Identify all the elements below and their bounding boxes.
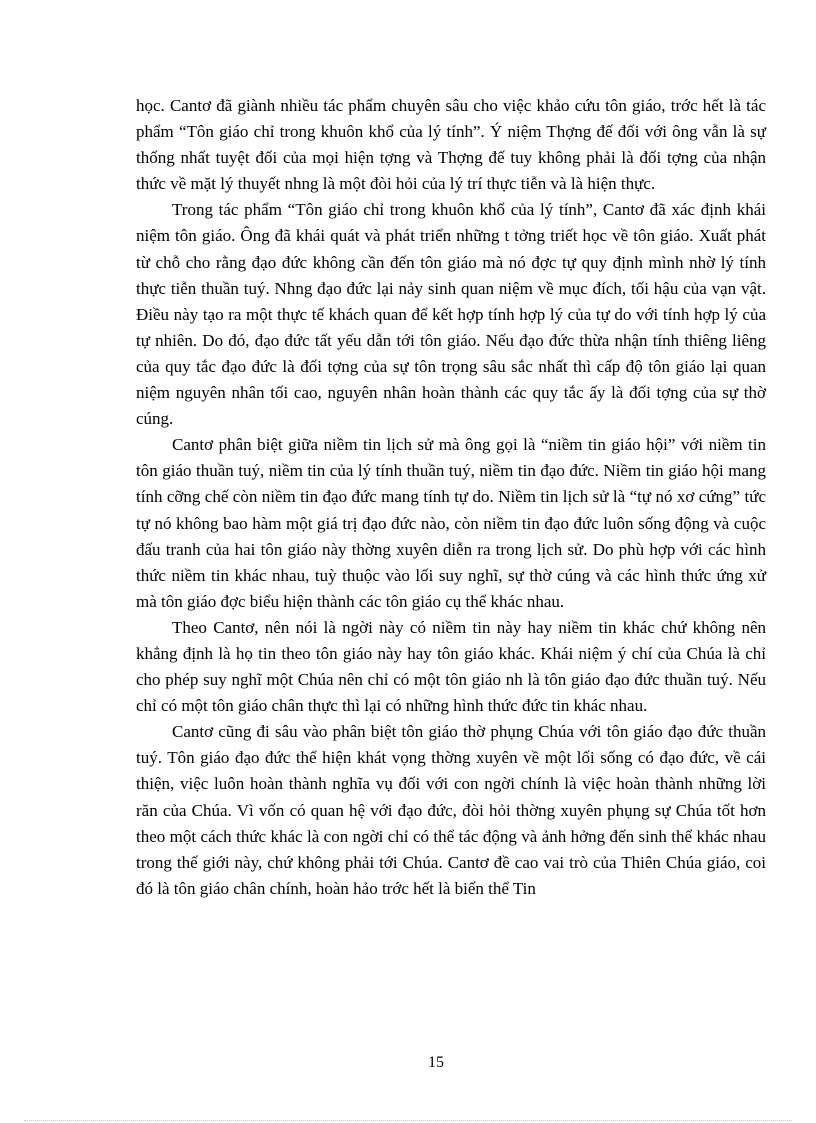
paragraph-3: Cantơ phân biệt giữa niềm tin lịch sử mà ông gọi là “niềm tin giáo hội” với niềm tin tôn giáo thuần tuý, niềm tin của lý tính thuần tuý, niềm tin đạo đức. Niềm tin giáo hội mang tính cỡng chế còn niềm tin đạo đức mang tính tự do. Niềm tin lịch sử là “tự nó xơ cứng” tức tự nó không bao hàm một giá trị đạo đức nào, còn niềm tin đạo đức luôn sống động và cuộc đấu tranh của hai tôn giáo này thờng xuyên diễn ra trong lịch sử. Do phù hợp với các hình thức niềm tin khác nhau, tuỳ thuộc vào lối suy nghĩ, sự thờ cúng và các hình thức ứng xử mà tôn giáo đợc biểu hiện thành các tôn giáo cụ thể khác nhau. bbox=[136, 435, 766, 611]
paragraph-4: Theo Cantơ, nên nói là ngời này có niềm tin này hay niềm tin khác chứ không nên khẳng định là họ tin theo tôn giáo này hay tôn giáo khác. Khái niệm ý chí của Chúa là chỉ cho phép suy nghĩ một Chúa nên chỉ có một tôn giáo nh là tôn giáo đạo đức thuần tuý. Nếu chỉ có một tôn giáo chân thực thì lại có những hình thức đức tin khác nhau. bbox=[136, 617, 766, 716]
paragraph-5: Cantơ cũng đi sâu vào phân biệt tôn giáo thờ phụng Chúa với tôn giáo đạo đức thuần tuý. Tôn giáo đạo đức thể hiện khát vọng thờng xuyên về một lối sống có đạo đức, về cái thiện, việc luôn hoàn thành nghĩa vụ đối với con ngời chính là việc hoàn thành những lời răn của Chúa. Vì vốn có quan hệ với đạo đức, đòi hỏi thờng xuyên phụng sự Chúa tốt hơn theo một cách thức khác là con ngời chỉ có thể tác động và ảnh hởng đến sinh thể khác nhau trong thế giới này, chứ không phải tới Chúa. Cantơ đề cao vai trò của Thiên Chúa giáo, coi đó là tôn giáo chân chính, hoàn hảo trớc hết là biến thể Tin bbox=[136, 722, 766, 898]
page-bottom-divider bbox=[24, 1120, 792, 1121]
paragraph-2: Trong tác phẩm “Tôn giáo chỉ trong khuôn khổ của lý tính”, Cantơ đã xác định khái niệm tôn giáo. Ông đã khái quát và phát triển những t tởng triết học về tôn giáo. Xuất phát từ chỗ cho rằng đạo đức không cần đến tôn giáo mà nó đợc tự quy định mình nhờ lý tính thực tiễn thuần tuý. Nhng đạo đức lại nảy sinh quan niệm về mục đích, tối hậu của vạn vật. Điều này tạo ra một thực tế khách quan để kết hợp tính hợp lý của tự do với tính hợp lý của tự nhiên. Do đó, đạo đức tất yếu dẫn tới tôn giáo. Nếu đạo đức thừa nhận tính thiêng liêng của quy tắc đạo đức là đối tợng của sự tôn trọng sâu sắc nhất thì cấp độ tôn giáo lại quan niệm nguyên nhân tối cao, nguyên nhân hoàn thành các quy tắc ấy là đối tợng của sự thờ cúng. bbox=[136, 200, 766, 429]
page-number: 15 bbox=[428, 1054, 444, 1071]
body-text bbox=[136, 93, 766, 902]
paragraph-1: học. Cantơ đã giành nhiều tác phẩm chuyên sâu cho việc khảo cứu tôn giáo, trớc hết là tác phẩm “Tôn giáo chỉ trong khuôn khổ của lý tính”. Ý niệm Thợng đế đối với ông vẫn là sự thống nhất tuyệt đối của mọi hiện tợng và Thợng đế tuy không phải là đối tợng của nhận thức về mặt lý thuyết nhng là một đòi hỏi của lý trí thực tiễn và là hiện thực. bbox=[136, 96, 766, 194]
